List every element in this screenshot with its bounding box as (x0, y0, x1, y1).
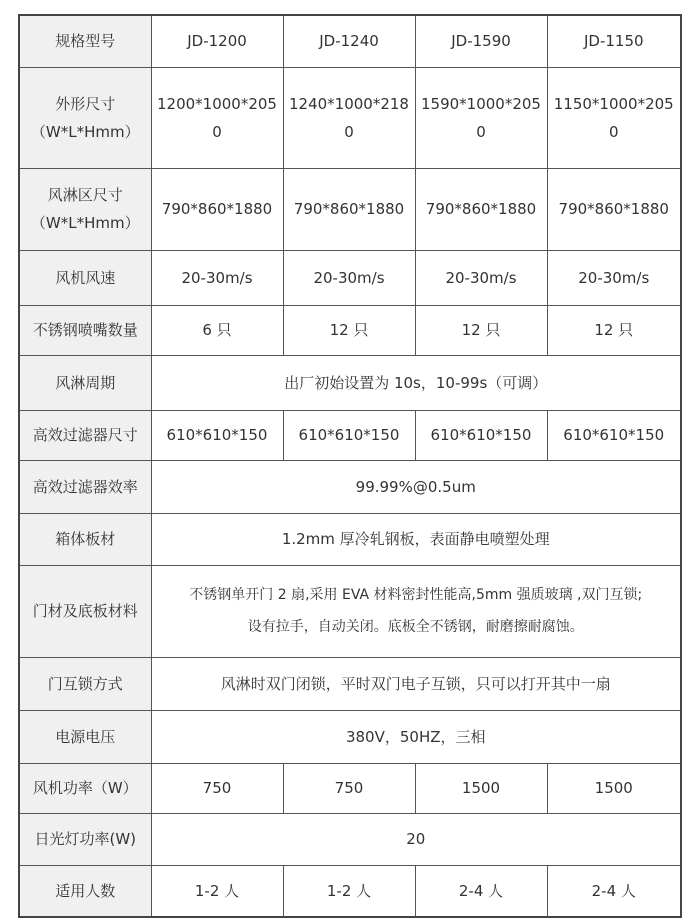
row-lamp-power (19, 813, 681, 865)
label-shower-area (19, 168, 151, 250)
row-fan-power (19, 763, 681, 813)
hepa-size-4: 610*610*150 (547, 410, 681, 460)
persons-1: 1-2 人 (151, 865, 283, 917)
spec-sheet (18, 14, 680, 918)
model-1: JD-1200 (151, 15, 283, 67)
persons-3: 2-4 人 (415, 865, 547, 917)
fan-speed-2: 20-30m/s (283, 250, 415, 305)
fan-power-2: 750 (283, 763, 415, 813)
door-material-line2: 设有拉手，自动关闭。底板全不锈钢，耐磨擦耐腐蚀。 (247, 619, 584, 635)
hepa-size-3: 610*610*150 (415, 410, 547, 460)
row-model (19, 15, 681, 67)
persons-4: 2-4 人 (547, 865, 681, 917)
voltage-value: 380V，50HZ，三相 (151, 710, 681, 763)
shower-area-2: 790*860*1880 (283, 168, 415, 250)
dimensions-2: 1240*1000*2180 (283, 67, 415, 168)
label-nozzles: 不锈钢喷嘴数量 (19, 305, 151, 355)
nozzles-4: 12 只 (547, 305, 681, 355)
hepa-size-1: 610*610*150 (151, 410, 283, 460)
door-material-value (151, 565, 681, 657)
label-dimensions-line1: 外形尺寸 (55, 94, 116, 113)
dimensions-1: 1200*1000*2050 (151, 67, 283, 168)
fan-power-1: 750 (151, 763, 283, 813)
row-fan-speed (19, 250, 681, 305)
interlock-value: 风淋时双门闭锁，平时双门电子互锁，只可以打开其中一扇 (151, 657, 681, 710)
row-hepa-efficiency (19, 460, 681, 513)
label-lamp-power: 日光灯功率(W) (19, 813, 151, 865)
row-cabinet (19, 513, 681, 565)
hepa-size-2: 610*610*150 (283, 410, 415, 460)
persons-2: 1-2 人 (283, 865, 415, 917)
model-2: JD-1240 (283, 15, 415, 67)
row-cycle (19, 355, 681, 410)
label-persons: 适用人数 (19, 865, 151, 917)
label-cabinet: 箱体板材 (19, 513, 151, 565)
label-voltage: 电源电压 (19, 710, 151, 763)
label-fan-speed: 风机风速 (19, 250, 151, 305)
fan-speed-4: 20-30m/s (547, 250, 681, 305)
cabinet-value: 1.2mm 厚冷轧钢板，表面静电喷塑处理 (151, 513, 681, 565)
label-door-material: 门材及底板材料 (19, 565, 151, 657)
dimensions-4: 1150*1000*2050 (547, 67, 681, 168)
row-nozzles (19, 305, 681, 355)
label-shower-area-line2: （W*L*Hmm） (30, 214, 140, 232)
nozzles-3: 12 只 (415, 305, 547, 355)
label-shower-area-line1: 风淋区尺寸 (47, 186, 123, 204)
fan-power-4: 1500 (547, 763, 681, 813)
nozzles-2: 12 只 (283, 305, 415, 355)
lamp-power-value: 20 (151, 813, 681, 865)
label-fan-power: 风机功率（W） (19, 763, 151, 813)
label-dimensions (19, 67, 151, 168)
fan-speed-3: 20-30m/s (415, 250, 547, 305)
row-voltage (19, 710, 681, 763)
spec-table (18, 14, 682, 918)
row-interlock (19, 657, 681, 710)
hepa-efficiency-value: 99.99%@0.5um (151, 460, 681, 513)
dimensions-3: 1590*1000*2050 (415, 67, 547, 168)
row-hepa-size (19, 410, 681, 460)
label-model: 规格型号 (19, 15, 151, 67)
label-hepa-size: 高效过滤器尺寸 (19, 410, 151, 460)
model-3: JD-1590 (415, 15, 547, 67)
cycle-value: 出厂初始设置为 10s，10-99s（可调） (151, 355, 681, 410)
fan-power-3: 1500 (415, 763, 547, 813)
nozzles-1: 6 只 (151, 305, 283, 355)
model-4: JD-1150 (547, 15, 681, 67)
door-material-line1: 不锈钢单开门 2 扇,采用 EVA 材料密封性能高,5mm 强质玻璃 ,双门互锁; (189, 587, 643, 603)
label-interlock: 门互锁方式 (19, 657, 151, 710)
shower-area-3: 790*860*1880 (415, 168, 547, 250)
label-hepa-efficiency: 高效过滤器效率 (19, 460, 151, 513)
row-dimensions (19, 67, 681, 168)
fan-speed-1: 20-30m/s (151, 250, 283, 305)
row-door-material (19, 565, 681, 657)
shower-area-1: 790*860*1880 (151, 168, 283, 250)
shower-area-4: 790*860*1880 (547, 168, 681, 250)
label-dimensions-line2: （W*L*Hmm） (30, 122, 140, 141)
row-persons (19, 865, 681, 917)
label-cycle: 风淋周期 (19, 355, 151, 410)
row-shower-area (19, 168, 681, 250)
